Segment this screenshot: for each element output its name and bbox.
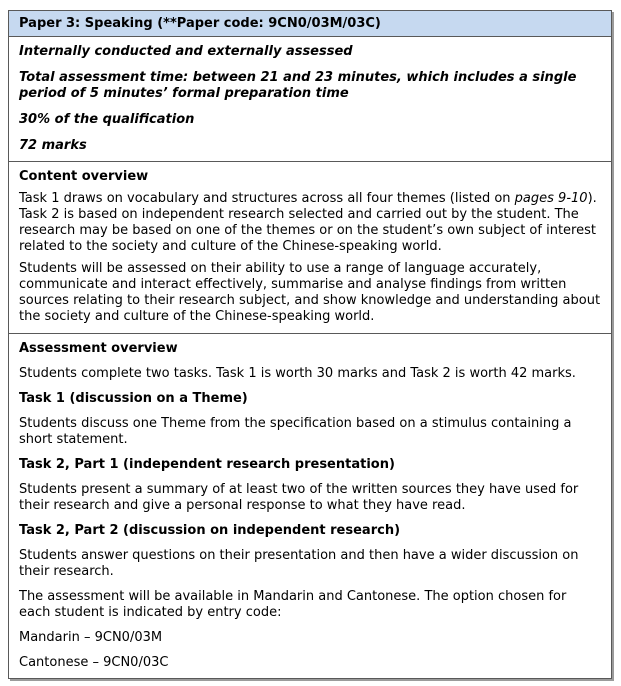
pages-reference: pages 9-10 bbox=[514, 191, 588, 206]
tasks-paragraph-end: ). Task 2 is based on independent research selected and carried out by the student. The research may be based on one of the themes or on the student’s own subject of interest related to the society and culture of the Chinese-speaking world. bbox=[19, 191, 597, 254]
summary-qualification-weight: 30% of the qualification bbox=[19, 112, 195, 127]
content-overview-heading: Content overview bbox=[19, 169, 149, 184]
availability-paragraph: The assessment will be available in Mandarin and Cantonese. The option chosen for each student is indicated by entry code: bbox=[19, 589, 567, 620]
content-overview-tasks-paragraph bbox=[19, 191, 601, 255]
task2-part2-heading: Task 2, Part 2 (discussion on independent research) bbox=[19, 523, 401, 538]
assessment-overview-heading: Assessment overview bbox=[19, 341, 178, 356]
paper-title-header: Paper 3: Speaking (**Paper code: 9CN0/03M/03C) bbox=[9, 11, 611, 36]
mandarin-entry-code: Mandarin – 9CN0/03M bbox=[19, 630, 163, 645]
task1-heading: Task 1 (discussion on a Theme) bbox=[19, 391, 248, 406]
assessment-overview-section bbox=[9, 333, 611, 678]
paper3-spec-table bbox=[8, 10, 612, 679]
summary-assessment-time: Total assessment time: between 21 and 23 minutes, which includes a single period of 5 minutes’ formal preparation time bbox=[19, 70, 577, 101]
summary-total-marks: 72 marks bbox=[19, 138, 87, 153]
tasks-paragraph-start: Task 1 draws on vocabulary and structures across all four themes (listed on bbox=[19, 191, 515, 206]
paper-summary-section bbox=[9, 36, 611, 161]
assessment-intro-paragraph: Students complete two tasks. Task 1 is worth 30 marks and Task 2 is worth 42 marks. bbox=[19, 366, 576, 381]
task2-part1-description: Students present a summary of at least two of the written sources they have used for their research and give a personal response to what they have read. bbox=[19, 482, 579, 513]
content-overview-section bbox=[9, 161, 611, 333]
content-overview-skills-paragraph: Students will be assessed on their ability to use a range of language accurately, communicate and interact effectively, summarise and analyse findings from written sources relating to their research subject, and show knowledge and understanding about the society and culture of the Chinese-speaking world. bbox=[19, 261, 601, 324]
task2-part2-description: Students answer questions on their presentation and then have a wider discussion on their research. bbox=[19, 548, 579, 579]
task2-part1-heading: Task 2, Part 1 (independent research presentation) bbox=[19, 457, 395, 472]
summary-assessment-type: Internally conducted and externally assessed bbox=[19, 44, 353, 59]
task1-description: Students discuss one Theme from the specification based on a stimulus containing a short statement. bbox=[19, 416, 572, 447]
cantonese-entry-code: Cantonese – 9CN0/03C bbox=[19, 655, 169, 670]
